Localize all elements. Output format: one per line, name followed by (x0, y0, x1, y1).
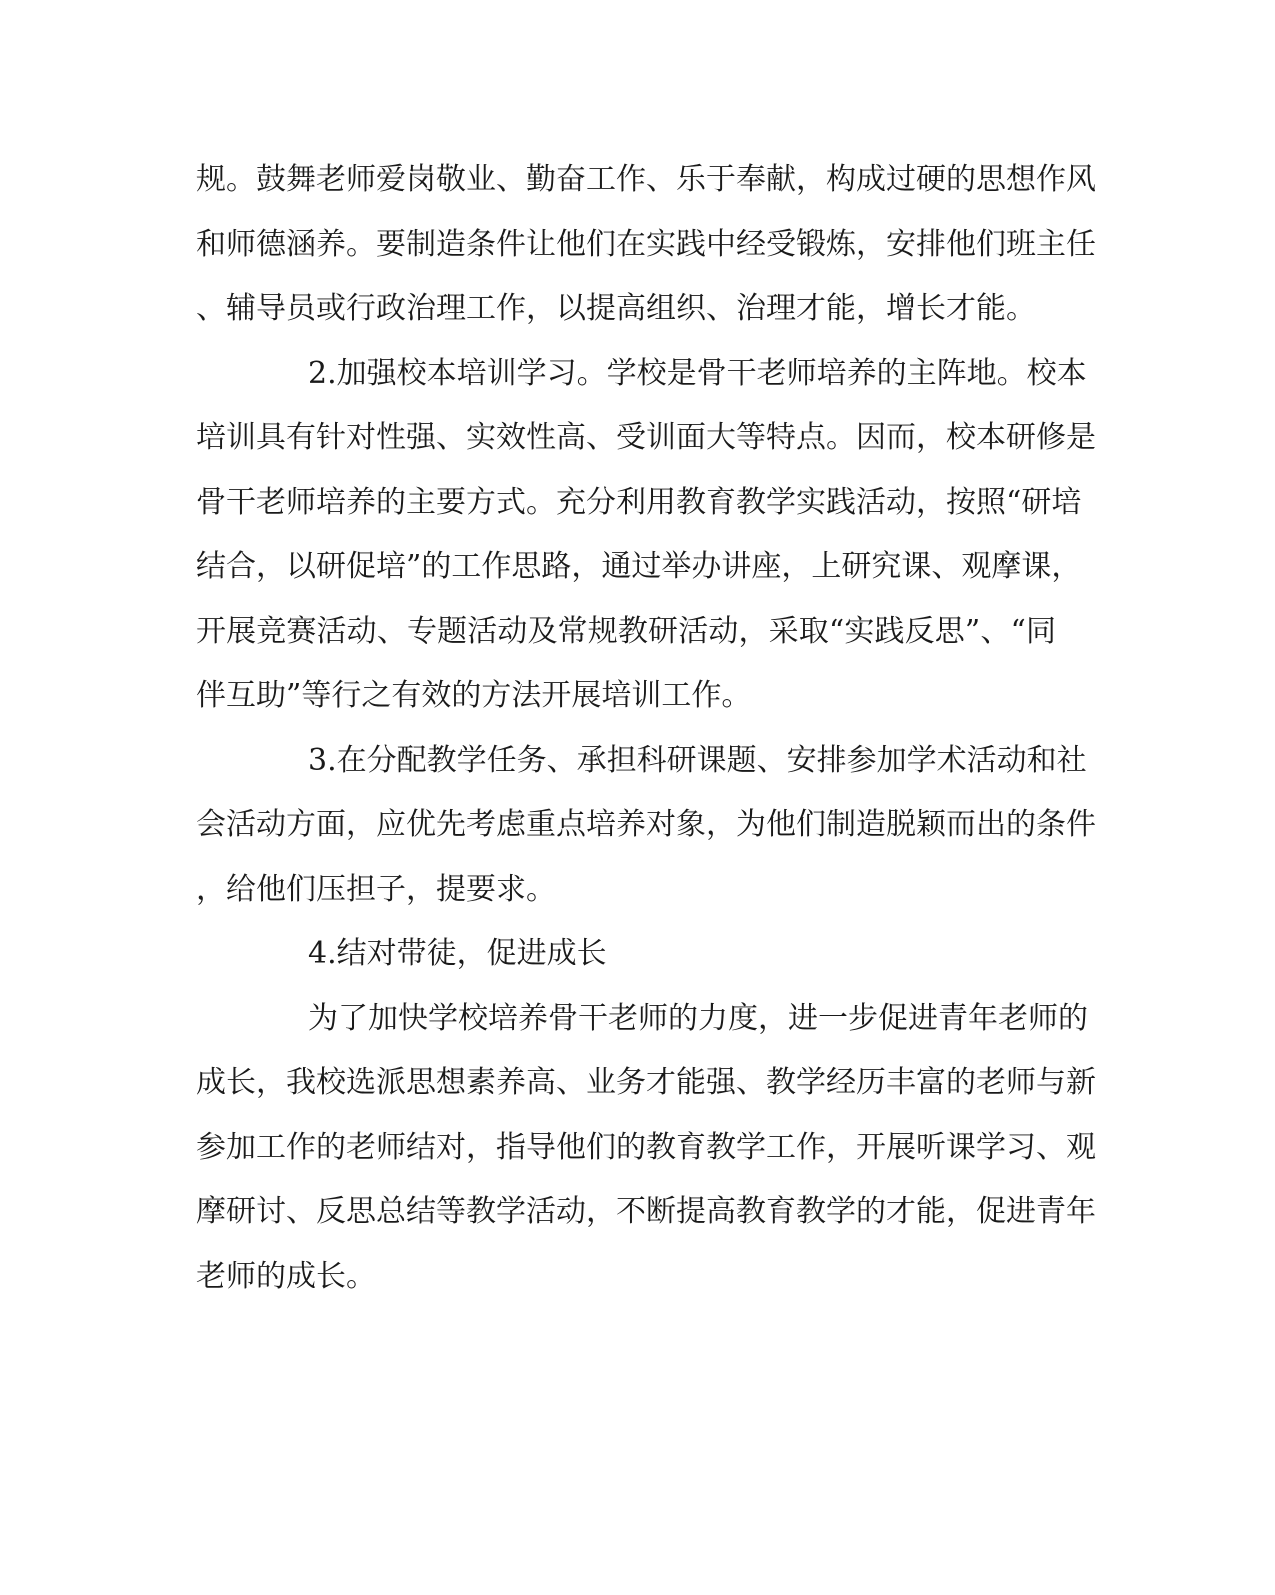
text-line: 老师的成长。 (196, 1258, 376, 1294)
text-line: 伴互助”等行之有效的方法开展培训工作。 (196, 678, 752, 713)
text-line: 3.在分配教学任务、承担科研课题、安排参加学术活动和社 (308, 742, 1087, 778)
text-line: 和师德涵养。要制造条件让他们在实践中经受锻炼，安排他们班主任 (196, 226, 1096, 262)
text-line: 会活动方面，应优先考虑重点培养对象，为他们制造脱颖而出的条件 (196, 807, 1096, 842)
text-line: 2.加强校本培训学习。学校是骨干老师培养的主阵地。校本 (308, 355, 1087, 391)
text-line: ，给他们压担子，提要求。 (196, 871, 556, 907)
body-text (196, 148, 1096, 1309)
text-line: 开展竞赛活动、专题活动及常规教研活动，采取“实践反思”、“同 (196, 613, 1056, 649)
text-line: 摩研讨、反思总结等教学活动，不断提高教育教学的才能，促进青年 (196, 1194, 1096, 1229)
text-line: 规。鼓舞老师爱岗敬业、勤奋工作、乐于奉献，构成过硬的思想作风 (196, 162, 1096, 197)
text-line: 、辅导员或行政治理工作，以提高组织、治理才能，增长才能。 (196, 291, 1036, 326)
text-line: 参加工作的老师结对，指导他们的教育教学工作，开展听课学习、观 (196, 1129, 1096, 1165)
text-line: 培训具有针对性强、实效性高、受训面大等特点。因而，校本研修是 (196, 420, 1096, 455)
text-line: 为了加快学校培养骨干老师的力度，进一步促进青年老师的 (308, 1000, 1088, 1036)
text-line: 结合，以研促培”的工作思路，通过举办讲座，上研究课、观摩课， (196, 549, 1082, 584)
text-line: 成长，我校选派思想素养高、业务才能强、教学经历丰富的老师与新 (196, 1065, 1096, 1100)
text-line: 4.结对带徒，促进成长 (308, 936, 607, 971)
text-line: 骨干老师培养的主要方式。充分利用教育教学实践活动，按照“研培 (196, 484, 1082, 520)
